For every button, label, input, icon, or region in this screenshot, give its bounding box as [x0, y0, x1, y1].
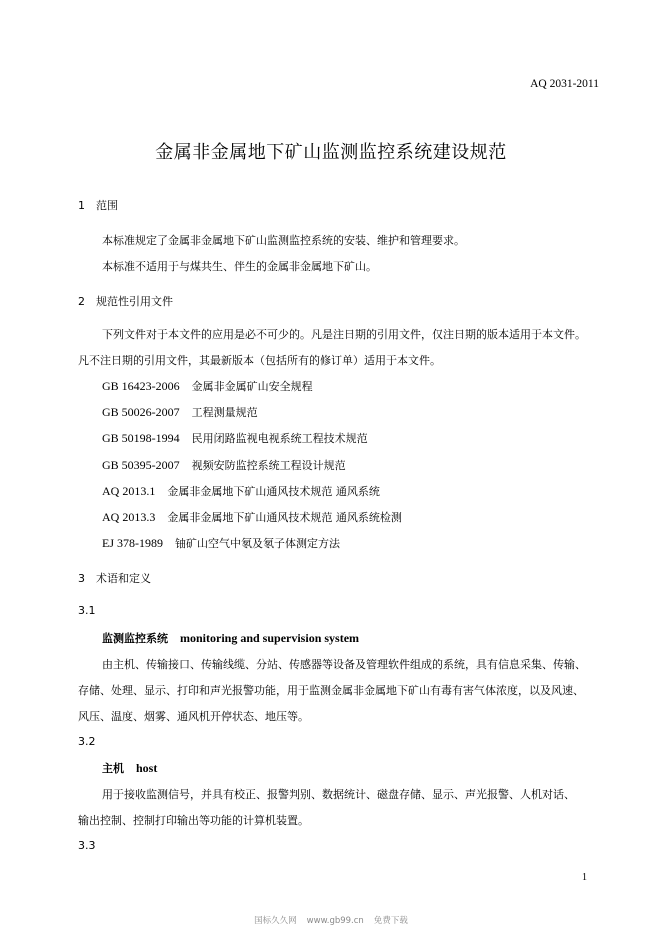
- section-heading-references: [78, 293, 173, 309]
- footer-watermark: [0, 914, 662, 926]
- section-number: 3: [78, 572, 85, 585]
- reference-code: GB 50026-2007: [102, 405, 180, 419]
- definition-line: 由主机、传输接口、传输线缆、分站、传感器等设备及管理软件组成的系统，具有信息采集、传输、: [102, 658, 586, 671]
- paragraph: 本标准规定了金属非金属地下矿山监测监控系统的安装、维护和管理要求。: [102, 234, 465, 247]
- reference-item: [102, 378, 313, 394]
- section-heading-terms: [78, 570, 151, 586]
- footer-url[interactable]: www.gb99.cn: [306, 916, 364, 926]
- term-chinese: 主机: [102, 762, 124, 775]
- standard-code: AQ 2031-2011: [530, 78, 599, 90]
- reference-name: 工程测量规范: [191, 406, 258, 419]
- reference-code: AQ 2013.3: [102, 510, 156, 524]
- section-number: 2: [78, 295, 85, 308]
- term-number: 3.1: [78, 604, 96, 617]
- term-number: 3.3: [78, 839, 96, 852]
- term-english: monitoring and supervision system: [180, 631, 360, 645]
- definition-line: 风压、温度、烟雾、通风机开停状态、地压等。: [78, 710, 309, 723]
- reference-item: [102, 404, 258, 420]
- reference-name: 铀矿山空气中氡及氡子体测定方法: [175, 537, 340, 550]
- reference-code: GB 16423-2006: [102, 379, 180, 393]
- definition-line: 存储、处理、显示、打印和声光报警功能，用于监测金属非金属地下矿山有毒有害气体浓度，以及风速、: [78, 684, 584, 697]
- reference-item: [102, 535, 340, 551]
- footer-download-link[interactable]: 免费下载: [373, 916, 408, 926]
- term-chinese: 监测监控系统: [102, 632, 168, 645]
- reference-name: 金属非金属地下矿山通风技术规范 通风系统: [167, 485, 380, 498]
- reference-code: EJ 378-1989: [102, 536, 163, 550]
- section-title: 范围: [96, 199, 118, 212]
- reference-code: GB 50395-2007: [102, 458, 180, 472]
- reference-item: [102, 457, 346, 473]
- section-title: 术语和定义: [96, 572, 151, 585]
- footer-site-name: 国标久久网: [254, 916, 297, 926]
- term-number: 3.2: [78, 735, 96, 748]
- definition-line: 输出控制、控制打印输出等功能的计算机装置。: [78, 814, 309, 827]
- section-title: 规范性引用文件: [96, 295, 173, 308]
- reference-code: AQ 2013.1: [102, 484, 156, 498]
- paragraph-continuation: 凡不注日期的引用文件，其最新版本（包括所有的修订单）适用于本文件。: [78, 354, 441, 367]
- reference-item: [102, 430, 368, 446]
- term-english: host: [136, 761, 158, 775]
- reference-item: [102, 483, 380, 499]
- reference-name: 金属非金属地下矿山通风技术规范 通风系统检测: [167, 511, 402, 524]
- term-heading: [102, 630, 359, 646]
- reference-name: 视频安防监控系统工程设计规范: [191, 459, 346, 472]
- reference-name: 金属非金属矿山安全规程: [191, 380, 313, 393]
- document-title: 金属非金属地下矿山监测监控系统建设规范: [155, 142, 507, 163]
- section-number: 1: [78, 199, 85, 212]
- reference-code: GB 50198-1994: [102, 431, 180, 445]
- definition-line: 用于接收监测信号，并具有校正、报警判别、数据统计、磁盘存储、显示、声光报警、人机对话、: [102, 788, 575, 801]
- term-heading: [102, 760, 157, 776]
- section-heading-scope: [78, 197, 118, 213]
- page-number: 1: [582, 872, 587, 883]
- paragraph: 本标准不适用于与煤共生、伴生的金属非金属地下矿山。: [102, 260, 377, 273]
- reference-name: 民用闭路监视电视系统工程技术规范: [191, 432, 368, 445]
- reference-item: [102, 509, 402, 525]
- paragraph: 下列文件对于本文件的应用是必不可少的。凡是注日期的引用文件，仅注日期的版本适用于本文件。: [102, 328, 586, 341]
